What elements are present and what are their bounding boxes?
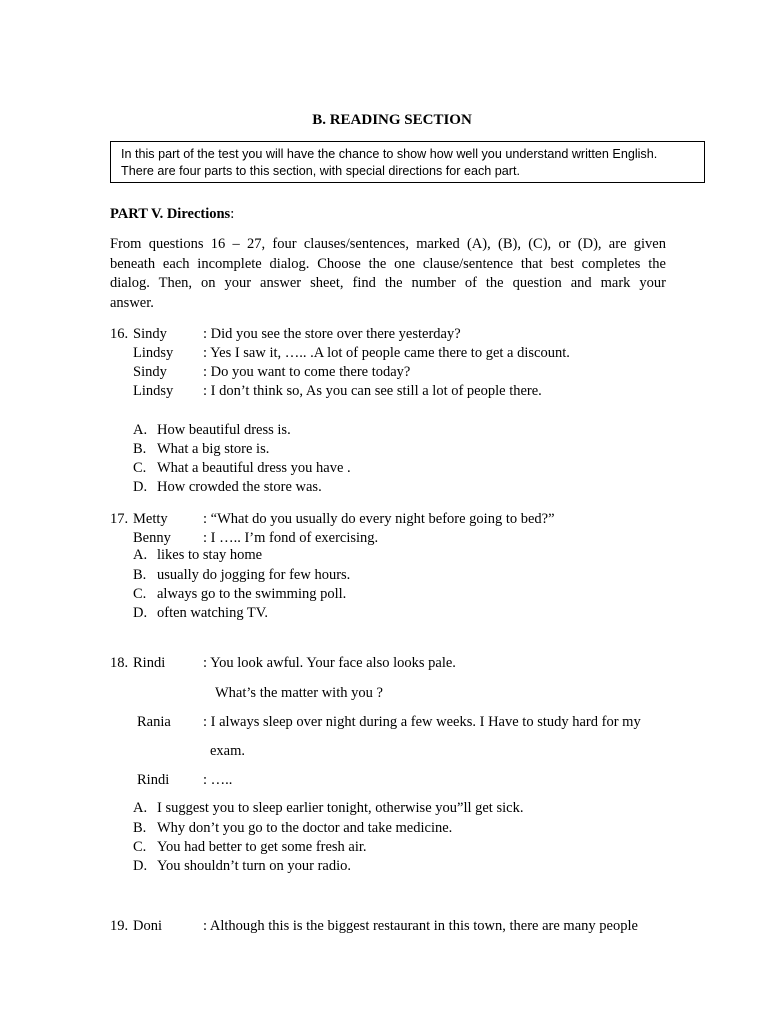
option-letter: C. xyxy=(133,460,147,476)
option-letter: D. xyxy=(133,479,148,495)
dialog-line: : Did you see the store over there yesterday? xyxy=(203,326,461,342)
option-text: Why don’t you go to the doctor and take medicine. xyxy=(157,820,453,836)
part-heading xyxy=(110,205,234,224)
question-number: 16. xyxy=(110,326,129,342)
directions-line: beneath each incomplete dialog. Choose the one clause/sentence that best completes the xyxy=(110,255,666,272)
option-text: always go to the swimming poll. xyxy=(157,586,347,602)
question-number: 17. xyxy=(110,511,129,527)
option-text: How beautiful dress is. xyxy=(157,422,291,438)
option-letter: C. xyxy=(133,839,147,855)
option-text: usually do jogging for few hours. xyxy=(157,567,351,583)
option-text: often watching TV. xyxy=(157,605,269,621)
option-text: I suggest you to sleep earlier tonight, otherwise you”ll get sick. xyxy=(157,800,524,816)
intro-box xyxy=(110,141,705,183)
dialog-line: : You look awful. Your face also looks pale. xyxy=(203,655,456,671)
intro-line: In this part of the test you will have the chance to show how well you understand written English. xyxy=(121,147,658,161)
dialog-speaker: Rania xyxy=(137,714,171,730)
dialog-line: : Although this is the biggest restaurant in this town, there are many people xyxy=(203,918,638,934)
dialog-line: : I ….. I’m fond of exercising. xyxy=(203,530,379,546)
option-letter: A. xyxy=(133,547,148,563)
section-title: B. READING SECTION xyxy=(312,112,472,128)
dialog-speaker: Benny xyxy=(133,530,171,546)
directions-line: answer. xyxy=(110,294,154,311)
option-letter: A. xyxy=(133,422,148,438)
option-letter: D. xyxy=(133,605,148,621)
dialog-continuation: What’s the matter with you ? xyxy=(215,685,383,701)
dialog-line: : ….. xyxy=(203,772,233,788)
option-text: What a beautiful dress you have . xyxy=(157,460,351,476)
dialog-continuation: exam. xyxy=(210,743,246,759)
option-letter: B. xyxy=(133,567,147,583)
dialog-line: : Do you want to come there today? xyxy=(203,364,411,380)
dialog-speaker: Metty xyxy=(133,511,168,527)
dialog-speaker: Lindsy xyxy=(133,345,174,361)
option-letter: A. xyxy=(133,800,148,816)
dialog-speaker: Lindsy xyxy=(133,383,174,399)
dialog-speaker: Rindi xyxy=(137,772,170,788)
option-letter: B. xyxy=(133,820,147,836)
dialog-speaker: Rindi xyxy=(133,655,166,671)
option-text: How crowded the store was. xyxy=(157,479,322,495)
directions-line: From questions 16 – 27, four clauses/sentences, marked (A), (B), (C), or (D), are given xyxy=(110,236,666,252)
option-letter: D. xyxy=(133,858,148,874)
option-text: likes to stay home xyxy=(157,547,263,563)
directions-line: dialog. Then, on your answer sheet, find the number of the question and mark your xyxy=(110,275,666,291)
dialog-line: : I don’t think so, As you can see still a lot of people there. xyxy=(203,383,542,399)
option-letter: B. xyxy=(133,441,147,457)
directions-paragraph xyxy=(110,235,666,313)
dialog-speaker: Sindy xyxy=(133,326,167,342)
part-heading-colon: : xyxy=(230,206,235,222)
option-text: What a big store is. xyxy=(157,441,270,457)
part-heading-bold: PART V. Directions xyxy=(110,206,231,222)
option-text: You had better to get some fresh air. xyxy=(157,839,367,855)
dialog-speaker: Doni xyxy=(133,918,162,934)
dialog-line: : Yes I saw it, ….. .A lot of people came there to get a discount. xyxy=(203,345,570,361)
intro-line: There are four parts to this section, with special directions for each part. xyxy=(121,164,520,178)
question-number: 18. xyxy=(110,655,129,671)
dialog-line: : “What do you usually do every night before going to bed?” xyxy=(203,511,555,527)
option-text: You shouldn’t turn on your radio. xyxy=(157,858,352,874)
dialog-line: : I always sleep over night during a few weeks. I Have to study hard for my xyxy=(203,714,641,730)
dialog-speaker: Sindy xyxy=(133,364,167,380)
option-letter: C. xyxy=(133,586,147,602)
question-number: 19. xyxy=(110,918,129,934)
